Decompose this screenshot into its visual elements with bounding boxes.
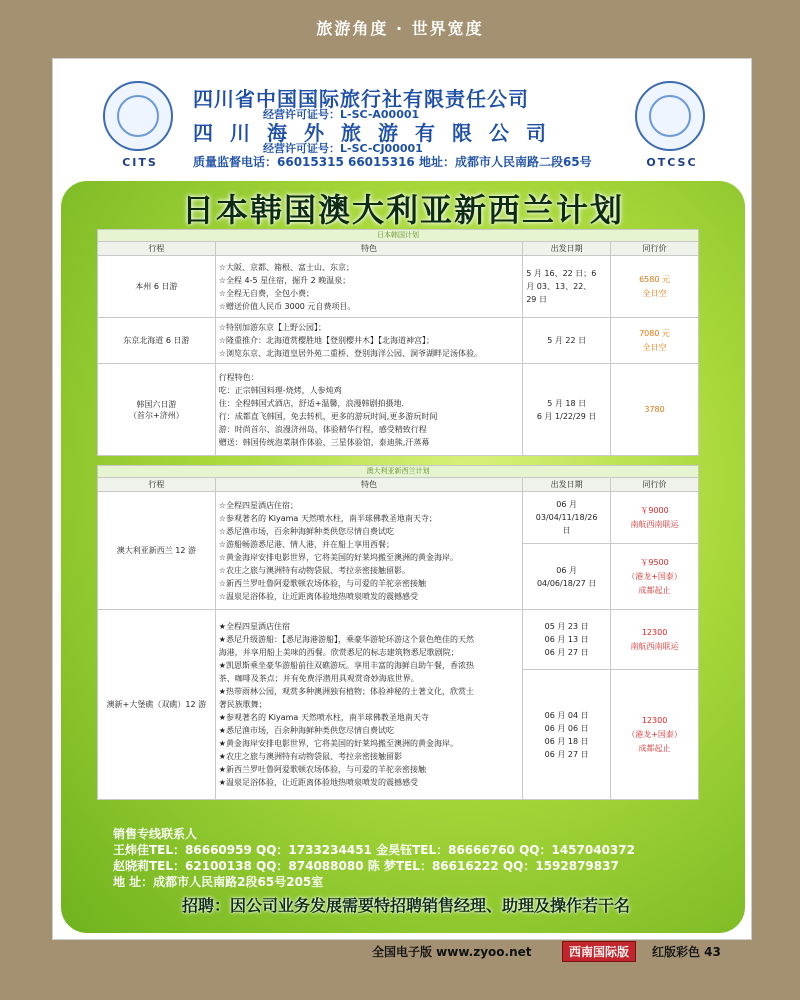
feature-line: ★参观著名的 Kiyama 天然喷水柱，南半球佛教圣地南天寺 [218, 713, 429, 722]
price-line: 全日空 [642, 342, 667, 352]
col-header-price: 同行价 [611, 242, 699, 256]
edition-badge: 西南国际版 [562, 941, 636, 962]
table-row [98, 256, 699, 318]
license-1: 经营许可证号：L-SC-A00001 [263, 108, 420, 121]
date-line: 06 月 18 日 [544, 736, 589, 746]
feature-line: ★凯恩斯乘坐豪华游船前往双礁游玩。享用丰富的海鲜自助午餐，香浓热 [218, 661, 474, 670]
quality-hotline: 质量监督电话：66015315 66015316 地址：成都市人民南路二段65号 [193, 155, 592, 169]
route-name: 东京北海道 6 日游 [98, 318, 216, 364]
feature-line: ☆隆重推介：北海道赏樱胜地【登别樱井木】【北海道神宫】； [218, 336, 434, 345]
price-line: 南航西南联运 [630, 641, 679, 651]
date-line: 06 月 04 日 [544, 710, 589, 720]
departure-dates [523, 544, 611, 610]
date-line: 6 月 1/22/29 日 [536, 411, 597, 421]
otcsc-logo [635, 81, 705, 169]
japan-korea-table [97, 229, 699, 456]
date-line: 5 月 18 日 [547, 398, 587, 408]
seal-icon [649, 95, 691, 137]
feature-line: ★农庄之旅与澳洲特有动物袋鼠、考拉亲密接触留影 [218, 752, 402, 761]
price-line: 南航西南联运 [630, 519, 679, 529]
price-line: ￥9500 [640, 557, 669, 567]
price-line: 12300 [641, 627, 668, 637]
feature-line: ☆温泉足浴体验，让近距离体验地热喷泉喷发的震撼感受 [218, 591, 418, 601]
table-row [98, 492, 699, 544]
feature-line: ☆新西兰罗吐鲁阿爱歌顿农场体验，与可爱的羊驼亲密接触 [218, 578, 426, 588]
date-line: 日 [562, 526, 571, 535]
feature-line: ☆全程无自费，全包小费； [218, 288, 314, 298]
feature-line: ☆赠送价值人民币 3000 元自费项目。 [218, 301, 356, 311]
feature-line: ☆特别加游东京【上野公园】； [218, 323, 326, 332]
col-header-date: 出发日期 [523, 478, 611, 492]
price [611, 364, 699, 456]
feature-line: 行：成都直飞韩国，免去转机，更多的游玩时间,更多游玩时间 [218, 411, 438, 421]
price [611, 318, 699, 364]
table-row [98, 364, 699, 456]
feature-line: ☆全程四星酒店住宿； [218, 500, 298, 510]
date-line: 06 月 [556, 565, 577, 575]
company-name-1: 四川省中国国际旅行社有限责任公司 [193, 87, 529, 111]
date-line: 06 月 06 日 [544, 723, 589, 733]
price-line: 12300 [641, 715, 668, 725]
price-line: ￥9000 [640, 505, 669, 515]
date-line: 05 月 23 日 [544, 622, 589, 631]
route-features [215, 256, 522, 318]
departure-dates [523, 318, 611, 364]
date-line: 06 月 27 日 [544, 648, 589, 657]
price [611, 256, 699, 318]
feature-line: 游：时尚首尔、浪漫济州岛，体验精华行程，感受精致行程 [218, 424, 427, 434]
banner-title: 日本韩国澳大利亚新西兰计划 [181, 191, 624, 229]
feature-line: 著民族歌舞； [218, 700, 267, 709]
contact-line: 赵晓莉TEL：62100138 QQ：874088080 陈 梦TEL：86616222 QQ：1592879837 [113, 859, 619, 873]
price-line: 7080 元 [639, 328, 670, 338]
page-number: 红版彩色 43 [652, 945, 721, 959]
table-row [98, 610, 699, 670]
date-line: 5 月 16、22 日；6 [526, 269, 597, 278]
feature-line: ☆浏览东京、北海道皇居外苑二重桥、登别海洋公园、洞爷湖畔足汤体验。 [218, 349, 482, 358]
price-line: 全日空 [642, 288, 667, 298]
route-line: （首尔+济州） [129, 410, 184, 420]
feature-line: 海港，并享用船上美味的西餐。欣赏悉尼的标志建筑物悉尼歌剧院； [218, 648, 459, 657]
departure-dates [523, 670, 611, 800]
date-line: 03/04/11/18/26 [535, 513, 598, 522]
feature-line: ★悉尼升级游船：【悉尼海港游船】，乘豪华游轮环游这个景色绝佳的天然 [218, 635, 474, 644]
feature-line: 茶、咖啡及茶点；并有免费浮潜用具观赏奇妙海底世界。 [218, 674, 419, 683]
date-line: 04/06/18/27 日 [536, 578, 597, 588]
route-features [215, 610, 522, 800]
price-line: 3780 [644, 404, 665, 414]
departure-dates [523, 610, 611, 670]
date-line: 06 月 27 日 [544, 749, 589, 759]
date-line: 06 月 [556, 500, 577, 509]
feature-line: 赠送：韩国传统泡菜制作体验，三星体验馆，泰迪熊,汗蒸幕 [218, 437, 430, 447]
green-panel [61, 181, 745, 933]
departure-dates [523, 256, 611, 318]
contact-line: 王炜佳TEL：86660959 QQ：1733234451 金昊钰TEL：86666760 QQ：1457040372 [113, 843, 635, 857]
route-features [215, 364, 522, 456]
feature-line: ★热带雨林公园，观赏多种澳洲独有植物；体验神秘的土著文化，欣赏土 [218, 687, 474, 696]
route-name: 本州 6 日游 [98, 256, 216, 318]
australia-nz-table [97, 465, 699, 800]
cits-logo-label: CITS [122, 156, 158, 169]
sales-contacts [113, 826, 713, 890]
page [52, 58, 752, 940]
feature-line: ☆黄金海岸安排电影世界，它将美国的好莱坞搬至澳洲的黄金海岸。 [218, 552, 458, 562]
feature-line: ☆悉尼渔市场，百余种海鲜种类供您尽情自费试吃 [218, 526, 394, 536]
price-line: （港龙+国泰） [627, 571, 682, 581]
route-features [215, 492, 522, 610]
price-line: 成都起止 [638, 585, 671, 595]
feature-line: ★温泉足浴体验，让近距离体验地热喷泉喷发的震撼感受 [218, 778, 418, 787]
price [611, 492, 699, 544]
feature-line: ☆大阪、京都、箱根、富士山、东京； [218, 262, 354, 272]
feature-line: ★悉尼渔市场，百余种海鲜种类供您尽情自费试吃 [218, 726, 394, 735]
price [611, 610, 699, 670]
col-header-route: 行程 [98, 478, 216, 492]
section-title: 澳大利亚新西兰计划 [98, 466, 699, 478]
route-name [98, 364, 216, 456]
contacts-title: 销售专线联系人 [113, 827, 198, 841]
feature-line: 住：全程韩国式酒店，舒适+温馨，浪漫韩剧拍摄地. [218, 398, 405, 408]
recruitment-notice: 招聘：因公司业务发展需要特招聘销售经理、助理及操作若干名 [181, 896, 630, 915]
departure-dates [523, 364, 611, 456]
section-title: 日本韩国计划 [98, 230, 699, 242]
route-name: 澳大利亚新西兰 12 游 [98, 492, 216, 610]
feature-line: ★全程四星酒店住宿 [218, 622, 290, 631]
feature-line: 行程特色： [218, 372, 259, 382]
price [611, 544, 699, 610]
cits-logo [103, 81, 173, 169]
col-header-features: 特色 [215, 242, 522, 256]
price-line: 成都起止 [638, 743, 671, 753]
col-header-price: 同行价 [611, 478, 699, 492]
slogan: 旅游角度 · 世界宽度 [316, 19, 484, 38]
route-features [215, 318, 522, 364]
route-line: 韩国六日游 [136, 399, 177, 409]
contact-address: 地 址：成都市人民南路2段65号205室 [113, 875, 324, 889]
date-line: 月 03、13、22、 [526, 282, 592, 291]
date-line: 5 月 22 日 [547, 336, 587, 345]
feature-line: ☆农庄之旅与澳洲特有动物袋鼠、考拉亲密接触留影。 [218, 565, 410, 575]
website-link[interactable]: 全国电子版 www.zyoo.net [372, 945, 532, 959]
table-row [98, 318, 699, 364]
price [611, 670, 699, 800]
feature-line: ☆参观著名的 Kiyama 天然喷水柱，南半球佛教圣地南天寺； [218, 513, 437, 523]
license-2: 经营许可证号：L-SC-CJ00001 [263, 142, 423, 155]
feature-line: 吃：正宗韩国料理-烧烤，人参炖鸡 [218, 385, 342, 395]
company-header [53, 59, 753, 171]
feature-line: ★新西兰罗吐鲁阿爱歌顿农场体验，与可爱的羊驼亲密接触 [218, 765, 426, 774]
price-line: 6580 元 [639, 274, 670, 284]
otcsc-logo-label: OTCSC [646, 156, 698, 169]
feature-line: ★黄金海岸安排电影世界，它将美国的好莱坞搬至澳洲的黄金海岸。 [218, 739, 458, 748]
departure-dates [523, 492, 611, 544]
date-line: 29 日 [526, 295, 547, 304]
footer [0, 940, 800, 962]
feature-line: ☆游船畅游悉尼港、情人港，并在船上享用西餐； [218, 539, 394, 549]
col-header-date: 出发日期 [523, 242, 611, 256]
top-strip [0, 0, 800, 58]
feature-line: ☆全程 4-5 星住宿，掘升 2 晚温泉； [218, 275, 351, 285]
price-line: （港龙+国泰） [627, 729, 682, 739]
globe-icon [117, 95, 159, 137]
route-name: 澳新+大堡礁（双礁）12 游 [98, 610, 216, 800]
company-name-2: 四川海外旅游有限公司 [193, 121, 563, 145]
date-line: 06 月 13 日 [544, 635, 589, 644]
col-header-route: 行程 [98, 242, 216, 256]
col-header-features: 特色 [215, 478, 522, 492]
